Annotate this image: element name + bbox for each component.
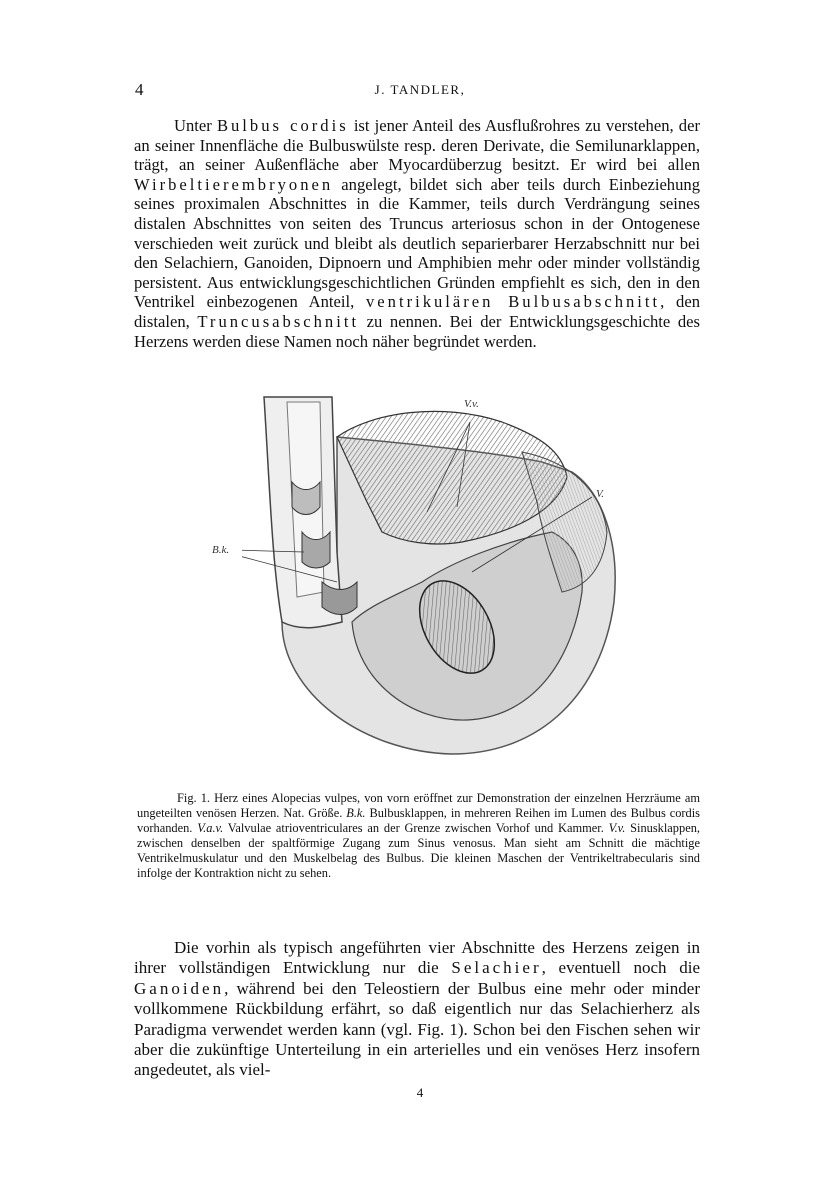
caption-text: Valvulae atrioventriculares an der Grenze zwischen Vorhof und Kammer. [223, 821, 609, 835]
figure-caption [137, 791, 700, 881]
paragraph-text: Unter [174, 116, 217, 135]
term-ganoiden: Ganoiden [134, 978, 225, 998]
figure-label-vv: V.v. [464, 398, 479, 410]
paragraph-bulbus-cordis [134, 116, 700, 351]
figure-label-v: V. [596, 488, 605, 500]
paragraph-text: Die vorhin als typisch angeführten vier Abschnitte des Herzens zeigen in ihrer vollständigen Entwicklung nur die [134, 938, 700, 978]
figure-number: Fig. 1. [177, 791, 210, 805]
caption-abbr: V.a.v. [197, 821, 224, 835]
figure-label-bk: B.k. [212, 544, 230, 556]
paragraph-text: , während bei den Teleostiern der Bulbus eine mehr oder minder vollkommene Rückbildung erfährt, so daß eigentlich nur das Selachierherz als Paradigma verwendet werden kann (vgl. Fig. 1). Schon bei den Fischen sehen wir aber die zukünftige Unterteilung in ein arterielles und ein venöses Herz insofern angedeutet, als viel- [134, 978, 700, 1080]
running-head: J. TANDLER, [374, 82, 466, 97]
caption-text: Sinusklappen, zwischen denselben der spaltförmige Zugang zum Sinus venosus. Man sieht am Schnitt die mächtige Ventrikelmuskulatur und den Muskelbelag des Bulbus. Die kleinen Maschen der Ventrikeltrabecularis sind infolge der Kontraktion nicht zu sehen. [137, 821, 700, 880]
term-bulbus-cordis: Bulbus cordis [216, 116, 349, 135]
page-number-bottom: 4 [416, 1085, 424, 1100]
paragraph-text: ist jener Anteil des Ausflußrohres zu verstehen, der an seiner Innenfläche die Bulbuswülste resp. deren Derivate, die Semilunarklappen, trägt, an seiner Außenfläche aber Myocardüberzug besitzt. Er wird bei allen [134, 116, 700, 175]
caption-text: Bulbusklappen, in mehreren Reihen im Lumen des Bulbus cordis vorhanden. [137, 806, 701, 835]
paragraph-text: , eventuell noch die [541, 958, 700, 978]
heart-illustration [242, 392, 620, 772]
heart-illustration-figure [212, 392, 620, 772]
term-ventrikularer-bulbusabschnitt: ventrikulären Bulbusabschnitt [366, 292, 661, 312]
caption-abbr: V.v. [608, 821, 626, 835]
page-number-top: 4 [135, 80, 144, 99]
paragraph-text: zu nennen. Bei der Entwicklungsgeschichte des Herzens werden diese Namen noch näher begründet werden. [134, 311, 700, 351]
term-wirbeltierembryonen: Wirbeltierembryonen [134, 174, 334, 194]
paragraph-selachier [134, 938, 700, 1081]
paragraph-text: angelegt, bildet sich aber teils durch Einbeziehung seines proximalen Abschnittes in die Kammer, teils durch Verdrängung seines distalen Abschnittes von seiten des Truncus arteriosus schon in der Ontogenese verschieden weit zurück und bleibt als deutlich separierbarer Herzabschnitt nur bei den Selachiern, Ganoiden, Dipnoern und Amphibien mehr oder minder vollständig persistent. Aus entwicklungsgeschichtlichen Gründen empfiehlt es sich, den in den Ventrikel einbezogenen Anteil, [134, 174, 700, 312]
caption-text: Herz eines Alopecias vulpes, von vorn eröffnet zur Demonstration der einzelnen Herzräume am ungeteilten venösen Herzen. Nat. Größe. [137, 791, 700, 820]
term-selachier: Selachier [451, 958, 542, 978]
term-truncusabschnitt: Truncusabschnitt [197, 311, 360, 331]
caption-abbr: B.k. [346, 806, 366, 820]
paragraph-text: , den distalen, [134, 292, 701, 331]
